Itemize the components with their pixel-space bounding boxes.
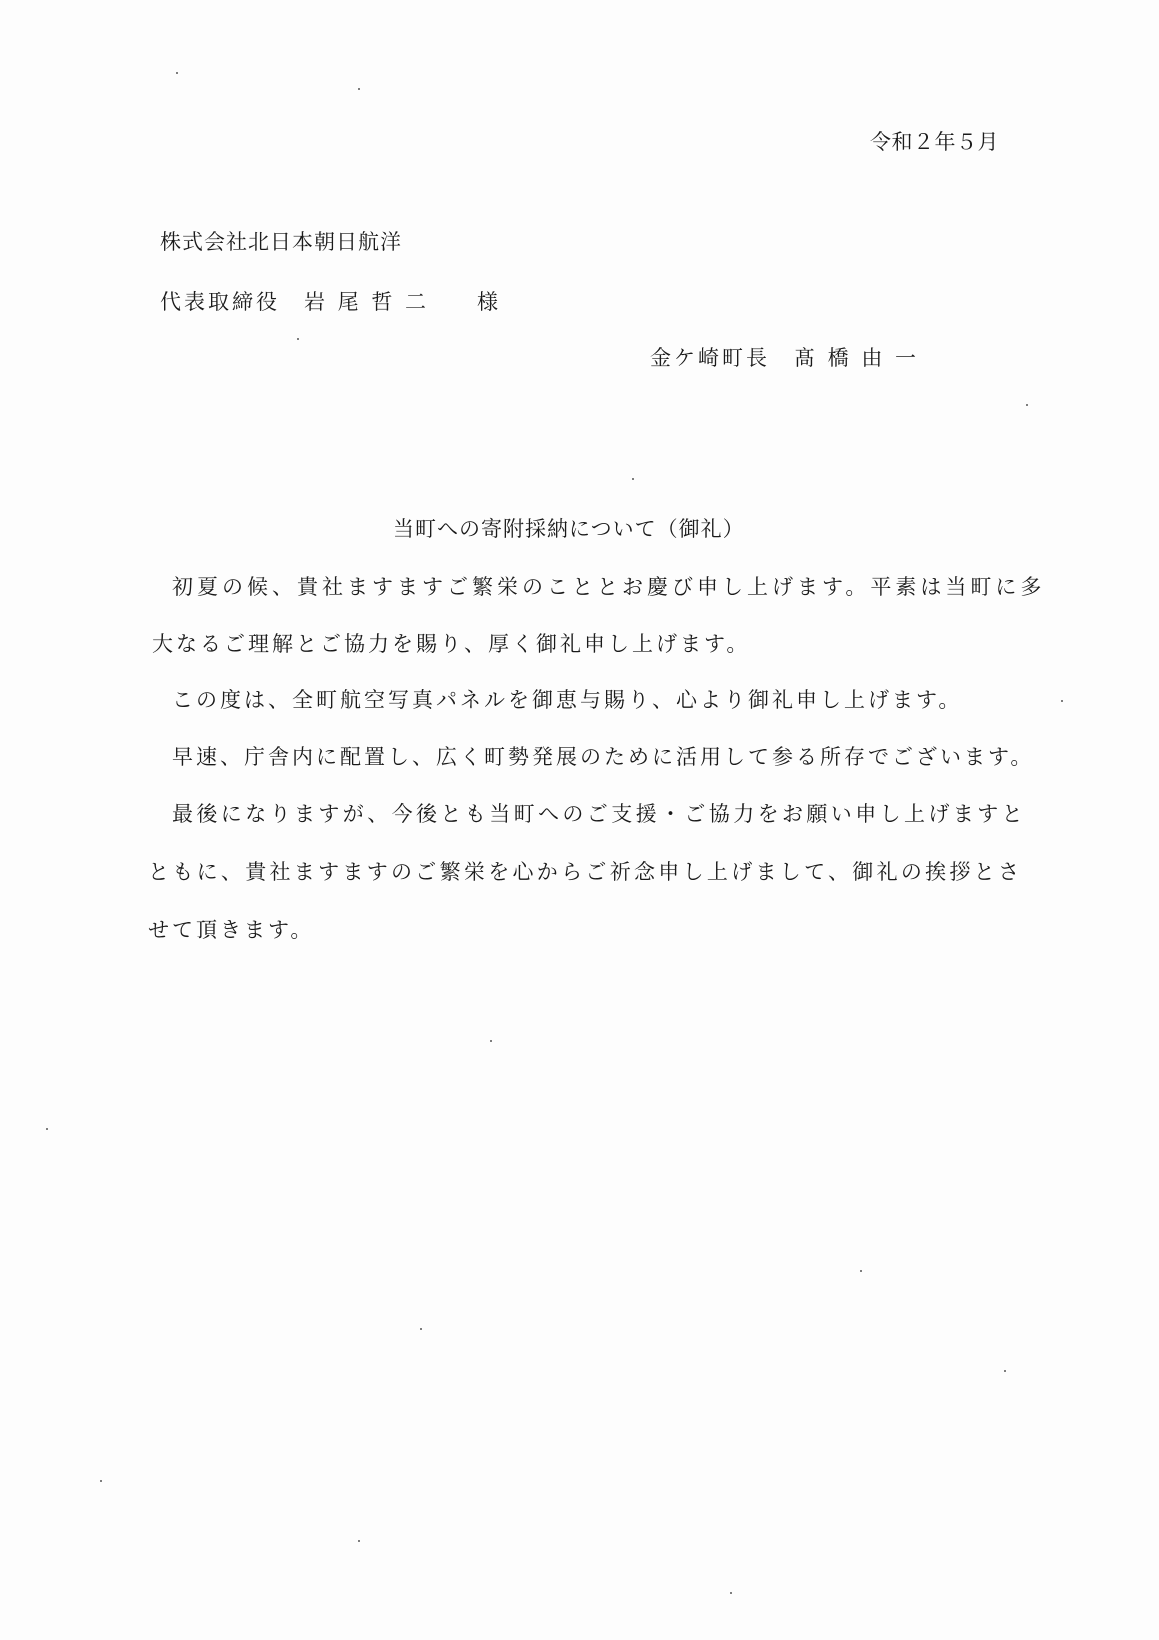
body-line: ともに、貴社ますますのご繁栄を心からご祈念申し上げまして、御礼の挨拶とさ	[148, 860, 1023, 884]
scan-speck	[358, 1540, 360, 1542]
body-line: 早速、庁舎内に配置し、広く町勢発展のために活用して参る所存でございます。	[172, 745, 1035, 769]
scan-speck	[860, 1270, 862, 1272]
sender-name: 金ケ崎町長 髙 橋 由 一	[650, 346, 920, 370]
body-line: 大なるご理解とご協力を賜り、厚く御礼申し上げます。	[152, 632, 751, 656]
scan-speck	[730, 1592, 732, 1594]
scan-speck	[100, 1480, 102, 1482]
scan-speck	[46, 1128, 48, 1130]
body-line: この度は、全町航空写真パネルを御恵与賜り、心より御礼申し上げます。	[172, 688, 963, 712]
recipient-company: 株式会社北日本朝日航洋	[160, 230, 402, 254]
scan-speck	[297, 338, 299, 340]
scan-speck	[176, 72, 178, 74]
scan-speck	[358, 88, 360, 90]
letter-subject: 当町への寄附採納について（御礼）	[393, 517, 745, 541]
scan-speck	[632, 478, 634, 480]
body-line: 最後になりますが、今後とも当町へのご支援・ご協力をお願い申し上げますと	[172, 802, 1026, 826]
scan-speck	[420, 1328, 422, 1330]
scan-speck	[1004, 1370, 1006, 1372]
body-line: せて頂きます。	[148, 918, 315, 942]
scan-speck	[1026, 404, 1028, 406]
scan-speck	[1061, 700, 1063, 702]
scan-speck	[490, 1040, 492, 1042]
body-line: 初夏の候、貴社ますますご繁栄のこととお慶び申し上げます。平素は当町に多	[172, 575, 1046, 599]
letter-date: 令和２年５月	[870, 130, 999, 154]
recipient-name: 代表取締役 岩 尾 哲 二 様	[160, 290, 502, 314]
